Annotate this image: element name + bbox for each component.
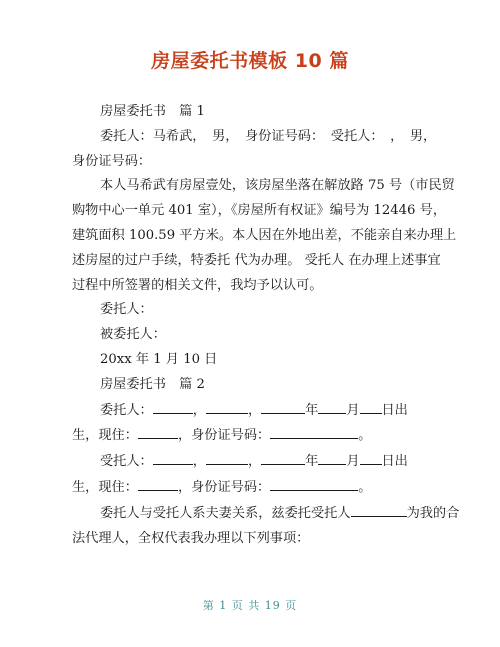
principal-address-line bbox=[72, 423, 434, 449]
comma: ， bbox=[247, 402, 262, 418]
address-blank[interactable] bbox=[138, 423, 178, 439]
comma: ， bbox=[192, 454, 206, 470]
id-number-line: 身份证号码： bbox=[72, 153, 152, 169]
section-heading-1: 房屋委托书 篇 1 bbox=[100, 104, 205, 119]
id-label: ，身份证号码： bbox=[177, 479, 271, 495]
section-heading-2: 房屋委托书 篇 2 bbox=[100, 376, 205, 392]
comma: ， bbox=[192, 402, 206, 418]
year-label: 年 bbox=[305, 402, 319, 418]
agent-name-blank[interactable] bbox=[351, 501, 407, 517]
body-paragraph-line: 述房屋的过户手续，特委托 代为办理。 受托人 在办理上述事宜 bbox=[72, 252, 441, 268]
body-paragraph-line: 建筑面积 100.59 平方米。本人因在外地出差，不能亲自来办理上 bbox=[72, 227, 457, 243]
residence-label: 生，现住： bbox=[72, 428, 138, 444]
born-label: 日出 bbox=[381, 454, 408, 470]
signature-principal: 委托人： bbox=[100, 302, 153, 318]
body-paragraph-line: 本人马希武有房屋壹处，该房屋坐落在解放路 75 号（市民贸 bbox=[100, 178, 455, 194]
principal-line: 委托人：马希武， 男， 身份证号码： 受托人： ， 男， bbox=[100, 128, 437, 144]
id-label: ，身份证号码： bbox=[177, 428, 271, 444]
principal-fill-line bbox=[72, 398, 434, 424]
relation-line-2: 法代理人，全权代表我办理以下列事项： bbox=[72, 530, 310, 546]
relation-line bbox=[72, 501, 460, 527]
gender-blank[interactable] bbox=[206, 398, 248, 414]
day-blank[interactable] bbox=[360, 398, 382, 414]
agent-fill-line bbox=[72, 449, 434, 475]
month-label: 月 bbox=[346, 402, 360, 418]
period: 。 bbox=[358, 479, 372, 495]
signature-agent: 被委托人： bbox=[100, 327, 166, 343]
agent-label: 受托人： bbox=[100, 454, 153, 470]
year-blank[interactable] bbox=[261, 449, 305, 465]
principal-label: 委托人： bbox=[100, 402, 153, 418]
id-number-blank[interactable] bbox=[270, 423, 358, 439]
month-blank[interactable] bbox=[318, 449, 346, 465]
name-blank[interactable] bbox=[153, 398, 193, 414]
relation-text-tail: 为我的合 bbox=[406, 505, 460, 521]
name-blank[interactable] bbox=[153, 449, 193, 465]
agent-address-line bbox=[72, 475, 434, 501]
day-blank[interactable] bbox=[360, 449, 382, 465]
document-body bbox=[72, 100, 460, 551]
document-date: 20xx 年 1 月 10 日 bbox=[100, 351, 218, 367]
address-blank[interactable] bbox=[138, 475, 178, 491]
gender-blank[interactable] bbox=[206, 449, 248, 465]
year-label: 年 bbox=[305, 454, 319, 470]
body-paragraph-line: 购物中心一单元 401 室），《房屋所有权证》编号为 12446 号， bbox=[72, 203, 447, 219]
page-footer: 第 1 页 共 19 页 bbox=[202, 599, 298, 612]
year-blank[interactable] bbox=[261, 398, 305, 414]
comma: ， bbox=[247, 454, 262, 470]
residence-label: 生，现住： bbox=[72, 479, 138, 495]
relation-text: 委托人与受托人系夫妻关系，兹委托受托人 bbox=[100, 505, 351, 521]
page-title: 房屋委托书模板 10 篇 bbox=[151, 50, 349, 72]
id-number-blank[interactable] bbox=[270, 475, 358, 491]
period: 。 bbox=[358, 428, 372, 444]
body-paragraph-line: 过程中所签署的相关文件，我均予以认可。 bbox=[72, 277, 323, 293]
born-label: 日出 bbox=[381, 402, 408, 418]
month-label: 月 bbox=[346, 454, 360, 470]
month-blank[interactable] bbox=[318, 398, 346, 414]
